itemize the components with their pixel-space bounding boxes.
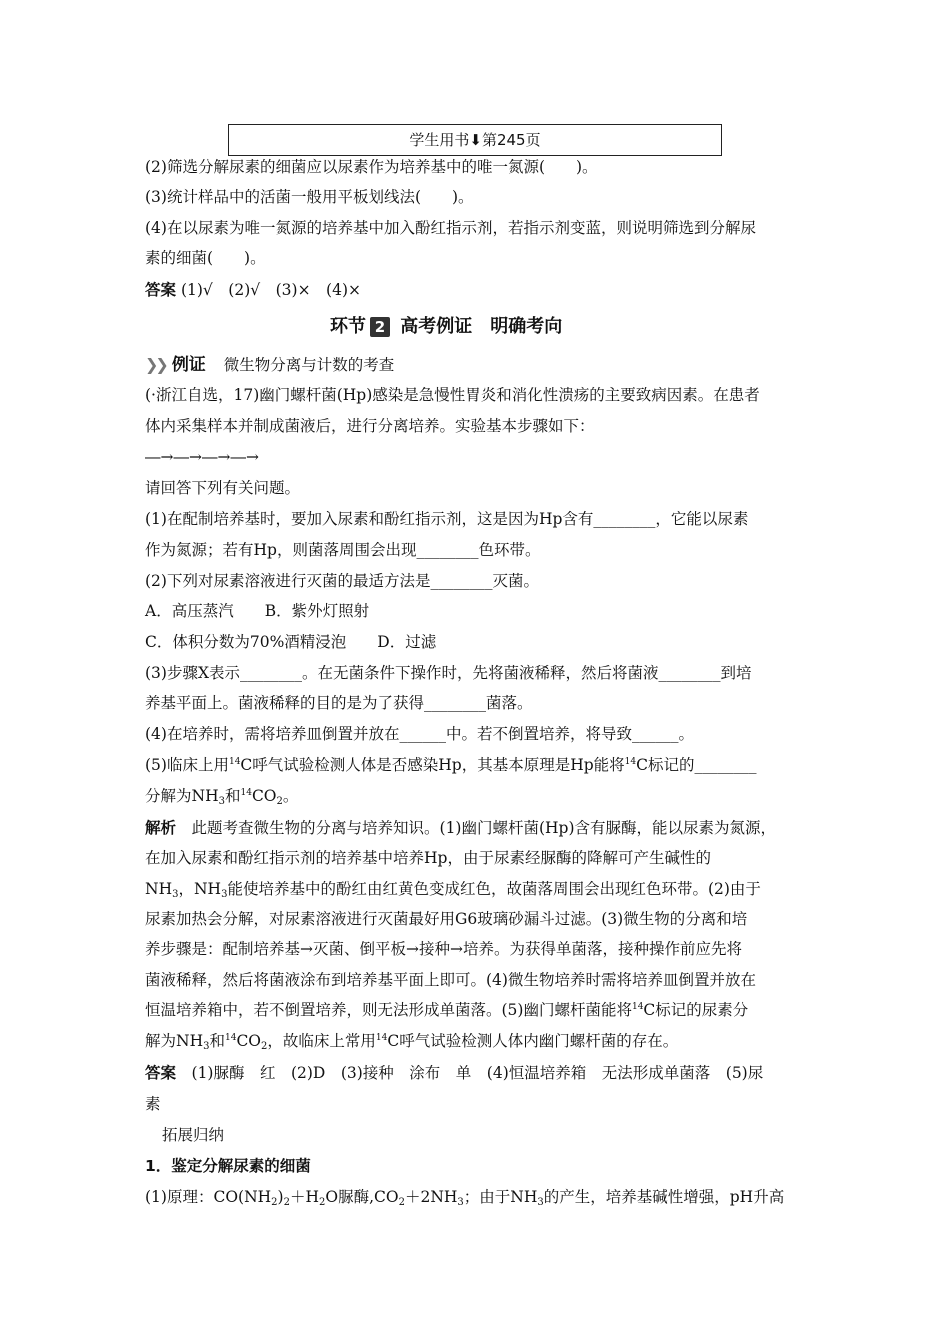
page-reference-box [228,124,722,156]
analysis-line: $NH_3$，$NH_3$能使培养基中的酚红由红黄色变成红色，故菌落周围会出现红色环带。(2)由于 [145,880,761,900]
page-reference-text: 学生用书⬇第245页 [409,131,541,149]
answer-label: 答案 [145,1064,177,1082]
section-prefix: 环节 [330,316,366,337]
analysis-line: 尿素加热会分解，对尿素溶液进行灭菌最好用G6玻璃砂漏斗过滤。(3)微生物的分离和培 [145,910,748,928]
answer-line-2: 答案 (1)脲酶 红 (2)D (3)接种 涂布 单 (4)恒温培养箱 无法形成单菌落 (5)尿 [145,1064,764,1082]
analysis-line1: 解析 此题考查微生物的分离与培养知识。(1)幽门螺杆菌(Hp)含有脲酶，能以尿素为氮源， [145,819,777,837]
section-title: 高考例证 明确考向 [400,316,563,337]
example-tag: 例证 [171,355,206,375]
question-line: (1)在配制培养基时，要加入尿素和酚红指示剂，这是因为Hp含有________，它能以尿素 [145,510,749,528]
analysis-line: 恒温培养箱中，若不倒置培养，则无法形成单菌落。(5)幽门螺杆菌能将$^{14}$C标记的尿素分 [145,1001,749,1019]
expand-heading-1: 1．鉴定分解尿素的细菌 [145,1157,311,1175]
judgement-item-2: (2)筛选分解尿素的细菌应以尿素作为培养基中的唯一氮源( )。 [145,158,598,176]
step-arrows: ―→―→―→―→ [145,448,259,466]
section-number: 2 [370,317,390,337]
option-line: C．体积分数为70%酒精浸泡 D．过滤 [145,633,437,651]
judgement-item-3: (3)统计样品中的活菌一般用平板划线法( )。 [145,188,474,206]
question-5-line1: (5)临床上用$^{14}$C呼气试验检测人体是否感染Hp，其基本原理是Hp能将$^{14}$C标记的________ [145,756,757,774]
question-5-line2: 分解为$NH_3$和$^{14}CO_2$。 [145,787,299,807]
section-heading [330,312,562,338]
answer-text: (1)√ (2)√ (3)× (4)× [180,281,362,299]
question-line: 请回答下列有关问题。 [145,479,301,497]
expand-title: 拓展归纳 [162,1126,225,1144]
question-line: (·浙江自选，17)幽门螺杆菌(Hp)感染是急慢性胃炎和消化性溃疡的主要致病因素。在患者 [145,386,760,404]
option-line: A．高压蒸汽 B．紫外灯照射 [145,602,370,620]
analysis-line: 养步骤是：配制培养基→灭菌、倒平板→接种→培养。为获得单菌落，接种操作前应先将 [145,940,742,958]
principle-line: (1)原理：$CO(NH_2)_2+H_2O$脲酶$,CO_2+2NH_3$；由于$NH_3$的产生，培养基碱性增强，pH升高 [145,1188,785,1208]
double-chevron-icon: ❯❯ [145,355,166,374]
question-line: 养基平面上。菌液稀释的目的是为了获得________菌落。 [145,694,533,712]
answer-label: 答案 [145,281,177,299]
analysis-line: 解为$NH_3$和$^{14}CO_2$，故临床上常用$^{14}$C呼气试验检测人体内幽门螺杆菌的存在。 [145,1032,679,1052]
example-heading [145,350,394,375]
answer-line-1 [145,279,815,301]
analysis-line: 菌液稀释，然后将菌液涂布到培养基平面上即可。(4)微生物培养时需将培养皿倒置并放在 [145,971,756,989]
question-line: (2)下列对尿素溶液进行灭菌的最适方法是________灭菌。 [145,572,539,590]
question-line: 体内采集样本并制成菌液后，进行分离培养。实验基本步骤如下： [145,417,595,435]
question-line: 作为氮源；若有Hp，则菌落周围会出现________色环带。 [145,541,541,559]
question-line: (3)步骤X表示________。在无菌条件下操作时，先将菌液稀释，然后将菌液________到培 [145,664,752,682]
judgement-item-4-line2: 素的细菌( )。 [145,249,266,267]
question-line: (4)在培养时，需将培养皿倒置并放在______中。若不倒置培养，将导致______。 [145,725,694,743]
answer-line-2-cont: 素 [145,1095,161,1113]
judgement-item-4-line1: (4)在以尿素为唯一氮源的培养基中加入酚红指示剂，若指示剂变蓝，则说明筛选到分解尿 [145,219,756,237]
analysis-label: 解析 [145,819,177,837]
example-topic: 微生物分离与计数的考查 [223,356,395,374]
analysis-line: 在加入尿素和酚红指示剂的培养基中培养Hp，由于尿素经脲酶的降解可产生碱性的 [145,849,711,867]
